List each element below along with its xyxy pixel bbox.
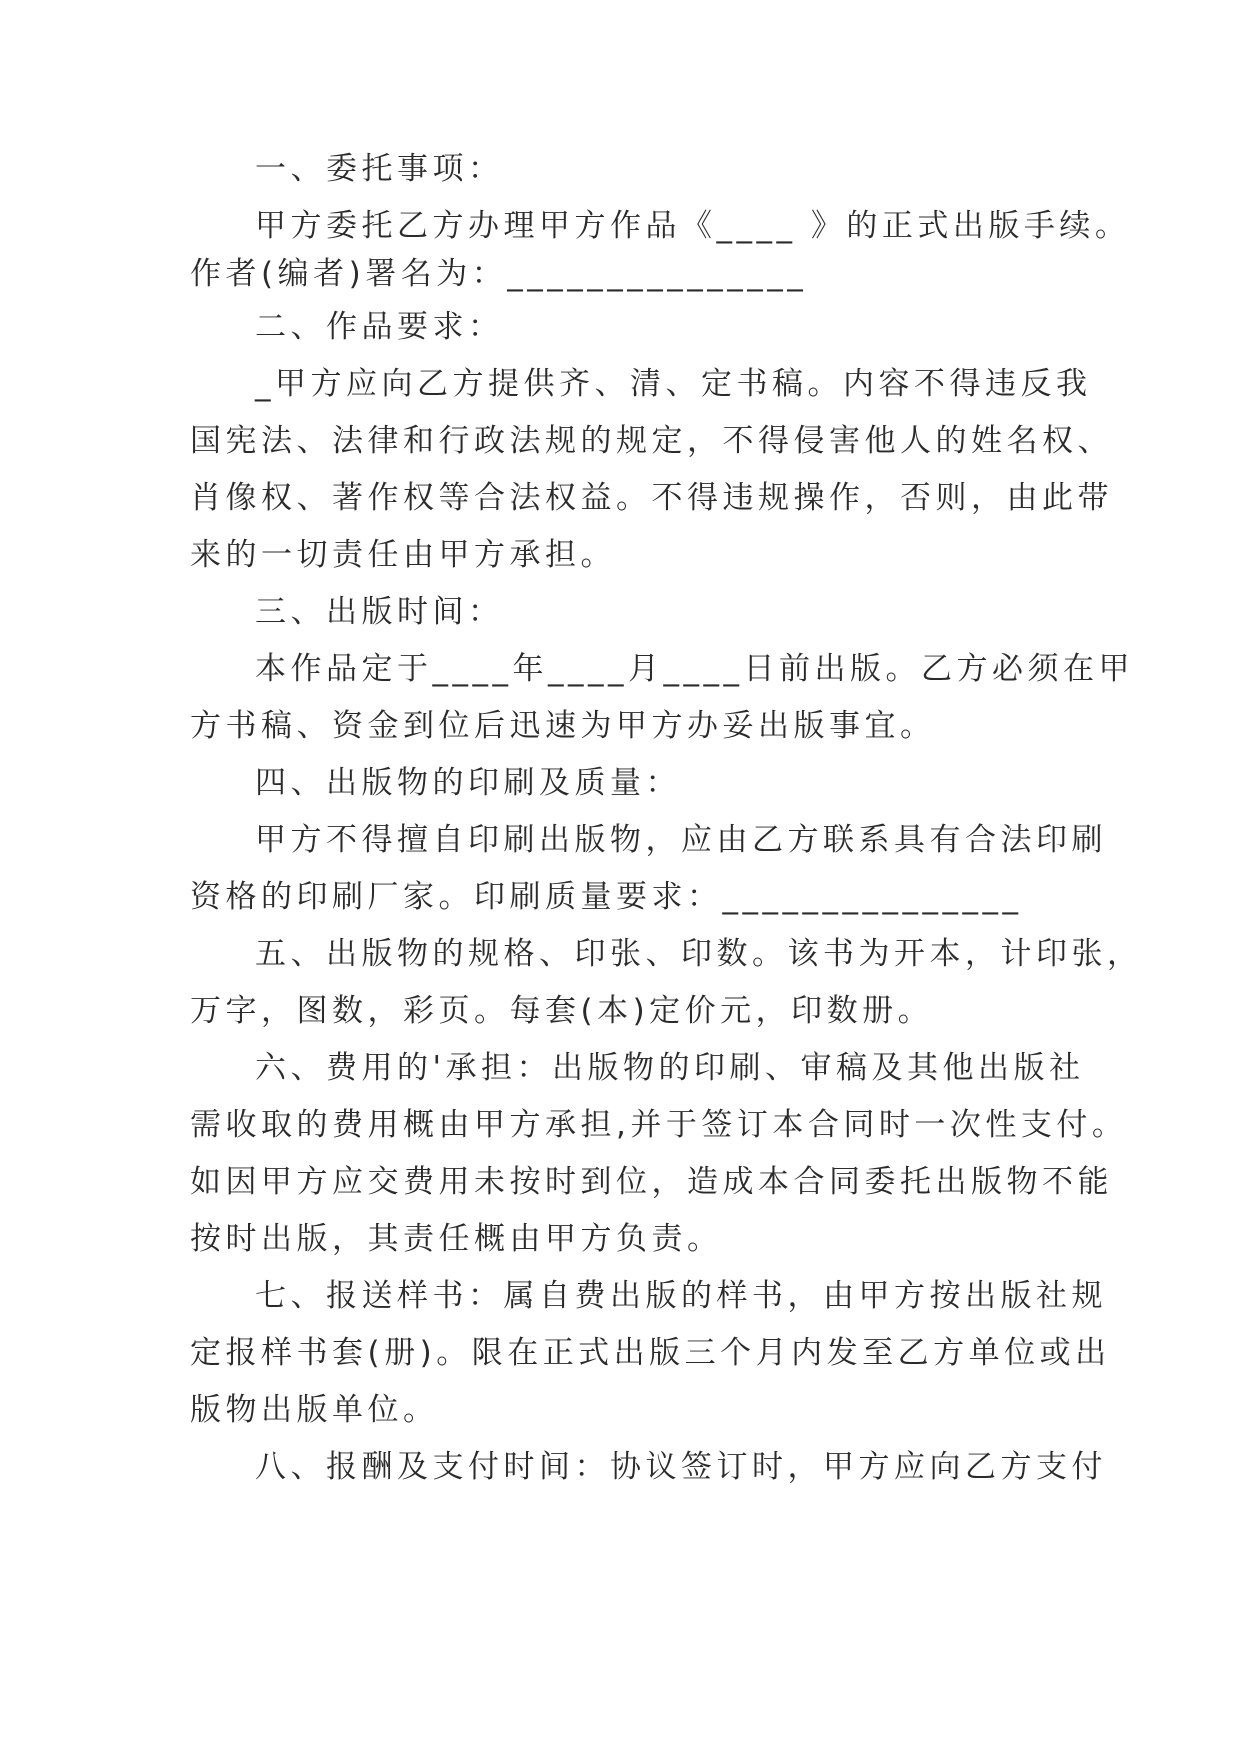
paragraph-line: _甲方应向乙方提供齐、清、定书稿。内容不得违反我 [255,366,1092,402]
paragraph-line: 方书稿、资金到位后迅速为甲方办妥出版事宜。 [190,708,936,744]
paragraph-line: 按时出版，其责任概由甲方负责。 [190,1221,723,1257]
paragraph-line: 版物出版单位。 [190,1392,439,1428]
heading-specifications: 五、出版物的规格、印张、印数。该书为开本，计印张， [255,936,1143,972]
paragraph-line: 国宪法、法律和行政法规的规定，不得侵害他人的姓名权、 [190,423,1113,459]
heading-entrusted-matters: 一、委托事项： [255,151,504,187]
heading-work-requirements: 二、作品要求： [255,309,504,345]
paragraph-line: 甲方不得擅自印刷出版物，应由乙方联系具有合法印刷 [255,822,1107,858]
paragraph-line: 需收取的费用概由甲方承担,并于签订本合同时一次性支付。 [190,1107,1128,1143]
paragraph-line: 肖像权、著作权等合法权益。不得违规操作，否则，由此带 [190,480,1113,516]
paragraph-line: 来的一切责任由甲方承担。 [190,537,616,573]
paragraph-line: 甲方委托乙方办理甲方作品《____ 》的正式出版手续。 [255,208,1131,244]
heading-sample-books: 七、报送样书：属自费出版的样书，由甲方按出版社规 [255,1278,1107,1314]
paragraph-line: 万字，图数，彩页。每套(本)定价元，印数册。 [190,993,934,1029]
heading-cost-bearing: 六、费用的'承担：出版物的印刷、审稿及其他出版社 [255,1050,1085,1086]
paragraph-line: 如因甲方应交费用未按时到位，造成本合同委托出版物不能 [190,1164,1113,1200]
heading-remuneration: 八、报酬及支付时间：协议签订时，甲方应向乙方支付 [255,1449,1107,1485]
paragraph-line: 作者(编者)署名为：_______________ [190,256,808,292]
paragraph-line: 本作品定于____年____月____日前出版。乙方必须在甲 [255,651,1134,687]
heading-printing-quality: 四、出版物的印刷及质量： [255,765,681,801]
paragraph-line: 定报样书套(册)。限在正式出版三个月内发至乙方单位或出 [190,1335,1111,1371]
paragraph-line: 资格的印刷厂家。印刷质量要求：_______________ [190,879,1023,915]
heading-publication-time: 三、出版时间： [255,594,504,630]
